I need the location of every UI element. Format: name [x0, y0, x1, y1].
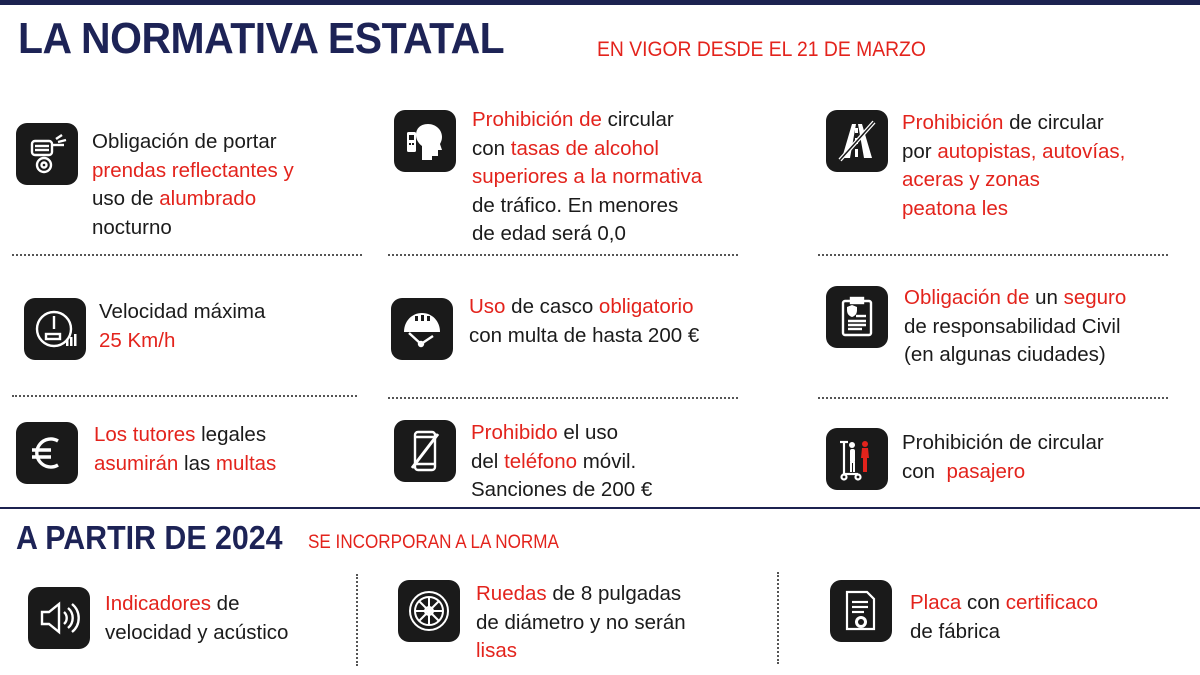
text-line	[94, 450, 276, 479]
section-title: A PARTIR DE 2024	[16, 519, 283, 556]
item-text	[92, 128, 294, 242]
body-text: velocidad y acústico	[105, 620, 289, 644]
highlight-text: certificaco	[1005, 591, 1099, 614]
highlight-text: teléfono	[504, 449, 578, 473]
dotted-separator	[12, 395, 357, 397]
body-text: por	[902, 139, 938, 163]
highlight-text: tasas de alcohol	[510, 136, 659, 160]
item-text	[94, 421, 276, 478]
dotted-separator	[388, 254, 738, 256]
section-divider	[0, 507, 1200, 509]
text-line	[471, 476, 652, 505]
body-text: Sanciones de 200 €	[471, 478, 653, 501]
section-subtitle: SE INCORPORAN A LA NORMA	[308, 532, 559, 553]
highlight-text: Uso	[469, 295, 506, 318]
highlight-text: Indicadores	[105, 592, 211, 615]
no-phone-icon	[394, 420, 456, 482]
text-line	[472, 163, 702, 192]
text-line	[99, 327, 265, 356]
highlight-text: multas	[215, 451, 277, 475]
highlight-text: lisas	[476, 639, 518, 662]
breathalyzer-icon	[394, 110, 456, 172]
item-text	[472, 106, 702, 249]
body-text: las	[178, 451, 216, 475]
body-text: nocturno	[92, 215, 172, 239]
text-line	[910, 589, 1098, 618]
text-line	[472, 106, 702, 135]
wheel-icon	[398, 580, 460, 642]
text-line	[476, 637, 686, 666]
body-text: de circular	[1003, 111, 1104, 134]
body-text: legales	[195, 423, 267, 446]
item-text	[910, 589, 1098, 646]
body-text: con	[902, 459, 947, 483]
text-line	[92, 157, 294, 186]
clipboard-shield-icon	[826, 286, 888, 348]
highlight-text: obligatorio	[598, 295, 694, 318]
dotted-separator	[777, 572, 779, 664]
text-line	[902, 429, 1104, 458]
item-text	[99, 298, 265, 355]
text-line	[471, 419, 652, 448]
body-text: de casco	[505, 295, 599, 318]
dotted-separator	[818, 254, 1168, 256]
text-line	[904, 313, 1126, 342]
body-text: un	[1029, 286, 1064, 309]
item-text	[471, 419, 652, 505]
item-text	[904, 284, 1126, 370]
body-text: del	[471, 449, 505, 473]
highlight-text: peatona les	[902, 196, 1009, 220]
highlight-text: pasajero	[946, 459, 1026, 483]
item-text	[469, 293, 699, 350]
text-line	[99, 298, 265, 327]
dotted-separator	[356, 574, 358, 666]
highlight-text: aceras y zonas	[902, 168, 1040, 191]
body-text: el uso	[557, 421, 619, 444]
body-text: circular	[601, 108, 674, 131]
text-line	[92, 128, 294, 157]
text-line	[469, 322, 699, 351]
certificate-icon	[830, 580, 892, 642]
top-bar	[0, 0, 1200, 5]
body-text: con	[961, 591, 1006, 614]
text-line	[472, 192, 702, 221]
body-text: uso de	[92, 187, 160, 210]
dotted-separator	[12, 254, 362, 256]
text-line	[92, 214, 294, 243]
highlight-text: Ruedas	[476, 582, 547, 605]
text-line	[105, 619, 288, 648]
dotted-separator	[388, 397, 738, 399]
text-line	[902, 166, 1125, 195]
text-line	[472, 220, 702, 249]
text-line	[476, 580, 686, 609]
no-highway-icon	[826, 110, 888, 172]
highlight-text: Prohibido	[471, 421, 558, 444]
dotted-separator	[818, 397, 1168, 399]
body-text: de	[210, 592, 240, 615]
page-subtitle: EN VIGOR DESDE EL 21 DE MARZO	[597, 38, 926, 61]
highlight-text: Prohibición	[902, 111, 1004, 134]
highlight-text: prendas reflectantes y	[92, 158, 294, 182]
page-title: LA NORMATIVA ESTATAL	[18, 14, 505, 63]
body-text: Prohibición de circular	[902, 431, 1104, 454]
item-text	[902, 429, 1104, 486]
text-line	[472, 135, 702, 164]
item-text	[902, 109, 1125, 223]
text-line	[902, 195, 1125, 224]
body-text: de fábrica	[910, 619, 1001, 643]
body-text: Velocidad máxima	[99, 300, 266, 323]
item-text	[105, 590, 288, 647]
body-text: de diámetro y no serán	[476, 610, 686, 634]
body-text: de tráfico. En menores	[472, 193, 679, 217]
text-line	[904, 341, 1126, 370]
body-text: con multa de hasta 200 €	[469, 323, 700, 347]
highlight-text: alumbrado	[159, 187, 257, 210]
scooter-passenger-icon	[826, 428, 888, 490]
speaker-icon	[28, 587, 90, 649]
text-line	[904, 284, 1126, 313]
highlight-text: asumirán	[94, 451, 179, 475]
scooter-light-icon	[16, 123, 78, 185]
highlight-text: Los tutores	[94, 423, 196, 446]
text-line	[471, 448, 652, 477]
body-text: con	[472, 136, 511, 160]
body-text: de edad será 0,0	[472, 222, 626, 245]
body-text: (en algunas ciudades)	[904, 343, 1106, 366]
text-line	[476, 609, 686, 638]
text-line	[94, 421, 276, 450]
highlight-text: seguro	[1063, 286, 1127, 309]
item-text	[476, 580, 686, 666]
text-line	[105, 590, 288, 619]
text-line	[910, 618, 1098, 647]
text-line	[902, 138, 1125, 167]
text-line	[92, 185, 294, 214]
helmet-icon	[391, 298, 453, 360]
text-line	[469, 293, 699, 322]
text-line	[902, 109, 1125, 138]
body-text: de 8 pulgadas	[546, 582, 682, 605]
highlight-text: Prohibición de	[472, 108, 602, 131]
highlight-text: autopistas, autovías,	[937, 139, 1126, 163]
body-text: Obligación de portar	[92, 130, 277, 153]
body-text: móvil.	[577, 449, 637, 473]
euro-icon	[16, 422, 78, 484]
highlight-text: Placa	[910, 591, 962, 614]
text-line	[902, 458, 1104, 487]
highlight-text: Obligación de	[904, 286, 1030, 309]
highlight-text: 25 Km/h	[99, 328, 176, 352]
body-text: de responsabilidad Civil	[904, 314, 1121, 338]
speedometer-icon	[24, 298, 86, 360]
highlight-text: superiores a la normativa	[472, 165, 703, 188]
